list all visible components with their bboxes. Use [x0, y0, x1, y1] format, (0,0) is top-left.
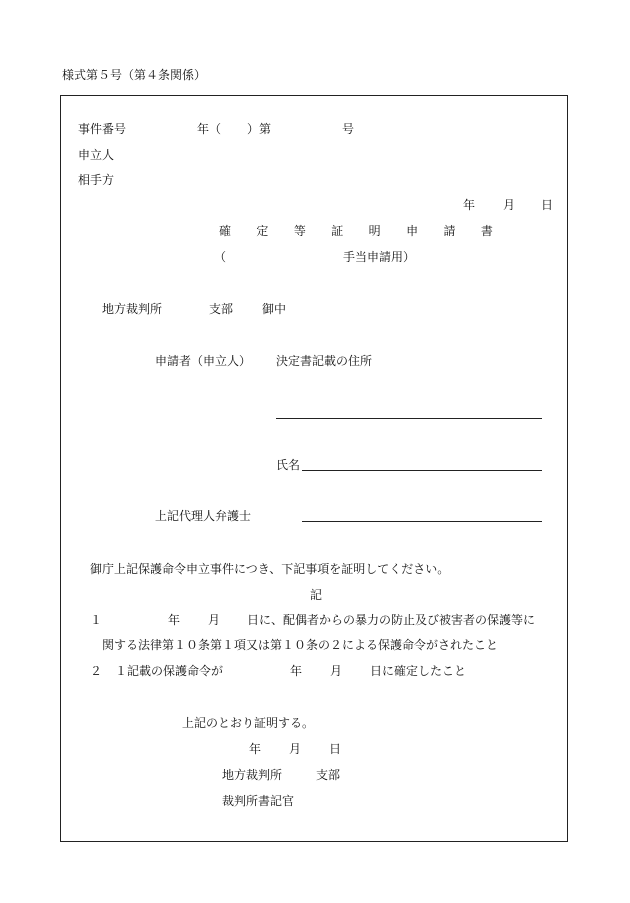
top-date-day: 日 — [541, 198, 554, 212]
item-2-year: 年 — [290, 664, 303, 678]
addressee-court: 地方裁判所 — [102, 302, 163, 316]
item-1-year: 年 — [168, 613, 181, 627]
address-line — [276, 418, 542, 419]
item-1-month: 月 — [208, 613, 221, 627]
item-2-number: ２ — [90, 664, 103, 678]
case-number-label: 事件番号 — [78, 122, 127, 136]
certification-court: 地方裁判所 — [222, 768, 283, 782]
top-date-month: 月 — [503, 198, 516, 212]
case-year-label: 年（ — [197, 122, 222, 136]
attorney-label: 上記代理人弁護士 — [155, 509, 252, 523]
certification-text: 上記のとおり証明する。 — [182, 716, 315, 730]
form-number-label: 様式第５号（第４条関係） — [62, 68, 207, 82]
item-1-continuation: 関する法律第１０条第１項又は第１０条の２による保護命令がされたこと — [102, 638, 499, 652]
name-line — [302, 470, 542, 471]
case-paren-close: ）第 — [247, 122, 272, 136]
addressee-honorific: 御中 — [262, 302, 287, 316]
addressee-branch: 支部 — [209, 302, 234, 316]
name-label: 氏名 — [276, 458, 301, 472]
item-2-tail: 日に確定したこと — [370, 664, 467, 678]
applicant-label: 申請者（申立人） — [155, 354, 252, 368]
subtitle-open-paren: （ — [214, 250, 227, 264]
certification-month: 月 — [289, 742, 302, 756]
item-1-number: １ — [90, 613, 103, 627]
request-text: 御庁上記保護命令申立事件につき、下記事項を証明してください。 — [90, 562, 450, 576]
certification-year: 年 — [249, 742, 262, 756]
case-number-suffix: 号 — [342, 122, 355, 136]
respondent-row-label: 相手方 — [78, 173, 115, 187]
address-label: 決定書記載の住所 — [276, 354, 373, 368]
certification-clerk: 裁判所書記官 — [222, 794, 295, 808]
top-date-year: 年 — [463, 198, 476, 212]
item-2-text: １記載の保護命令が — [115, 664, 224, 678]
attorney-line — [302, 521, 542, 522]
item-2-month: 月 — [330, 664, 343, 678]
document-title: 確 定 等 証 明 申 請 書 — [219, 224, 504, 238]
subtitle-text: 手当申請用） — [343, 250, 416, 264]
item-1-text: 日に、配偶者からの暴力の防止及び被害者の保護等に — [247, 613, 536, 627]
certification-branch: 支部 — [316, 768, 341, 782]
certification-day: 日 — [329, 742, 342, 756]
ki-heading: 記 — [310, 588, 323, 602]
applicant-row-label: 申立人 — [78, 148, 115, 162]
